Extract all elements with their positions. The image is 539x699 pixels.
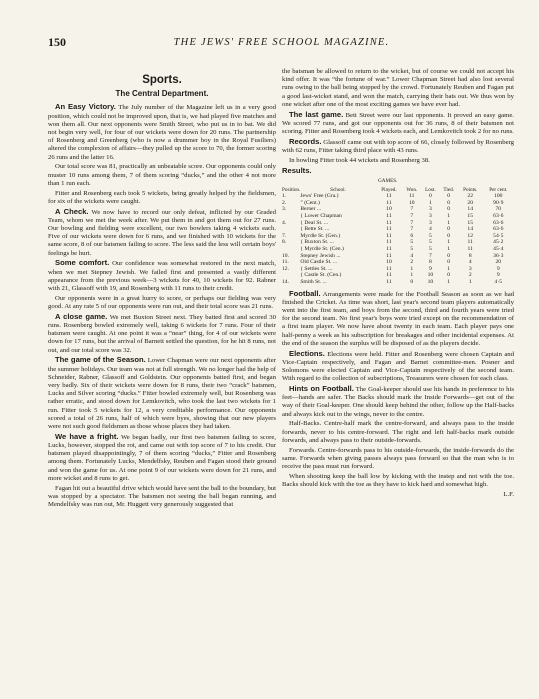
paragraph-text: Fitter and Rosenberg each took 5 wickets, being greatly helped by the fieldsmen, for six of the wickets were caught. — [48, 189, 276, 205]
paragraph-text: Half-Backs. Centre-half mark the centre-forward, and always pass to the inside forwards, never to his centre-forward. The right and left half-backs mark outside forwards, and always pass to their outside-forwards. — [282, 420, 514, 444]
table-cell: 63·6 — [493, 212, 504, 219]
table-cell: 8 — [468, 252, 472, 259]
table-cell — [282, 272, 300, 279]
table-cell: 10 — [386, 259, 392, 266]
table-cell: 63·6 — [493, 219, 504, 226]
table-cell: 20 — [467, 199, 473, 206]
table-cell: 14. — [282, 278, 289, 285]
table-cell: 3 — [468, 265, 472, 272]
table-cell — [282, 226, 300, 233]
table-cell: 0 — [447, 206, 451, 213]
table-cell: { Deal St. ... — [300, 219, 329, 226]
table-cell: 1 — [410, 272, 414, 279]
table-cell: 7 — [410, 206, 414, 213]
paragraph-text: Fagan hit out a beautiful drive which would have sent the ball to the boundary, but was stopped by a spectator. The batsmen not seeing the ball began running, and Mendelfsky was run out, Mr. Huggett very generously suggested that — [48, 484, 276, 509]
table-cell: 5 — [428, 245, 432, 252]
table-cell: { Settles St. ... — [300, 265, 333, 272]
paragraph — [48, 163, 276, 188]
table-cell: Myrdle St. (Gen.) — [300, 232, 341, 239]
table-cell: 0 — [410, 278, 414, 285]
table-cell: { Bette St. ... — [300, 226, 330, 233]
results-heading-para — [282, 167, 514, 176]
table-cell: 3. — [282, 206, 287, 213]
column-header: Position. — [282, 186, 301, 193]
paragraph — [282, 447, 514, 472]
table-row — [282, 272, 514, 279]
paragraph-text: Glassoff came out with top score of 66, closely followed by Rosenberg with 62 runs, Fitter taking third place with 43 runs. — [282, 138, 514, 155]
table-cell: 1 — [447, 212, 451, 219]
paragraph-text: Our confidence was somewhat restored in the next match, when we met Stepney Jewish. We failed first and presented a vastly different appearance from the previous week—3 wickets for 40, 10 wickets for 92. Rabner with 21, Glassoff with 19, and Rosenberg with 11 runs to their credit. — [48, 260, 276, 293]
table-row — [282, 233, 514, 240]
paragraph-lead: Hints on Football. — [289, 383, 354, 393]
table-cell: 0 — [447, 272, 451, 279]
column-header: Played. — [381, 186, 397, 193]
table-cell: 12. — [282, 265, 289, 272]
paragraph — [282, 385, 514, 419]
table-cell: 4 — [428, 226, 432, 233]
right-column — [282, 68, 514, 499]
paragraph-text: Elections were held. Fitter and Rosenberg were chosen Captain and Vice-Captain respectively, and Fagan and Barnet committee-men. Posner and Solomons were elected Captain and Vice-Captain respectively of the second team. With regard to the collection of subscriptions, Treasurers were chosen for each class. — [282, 350, 514, 383]
table-cell: 11 — [386, 239, 392, 246]
table-cell: 10 — [386, 206, 392, 213]
table-cell: 10 — [409, 199, 415, 206]
table-cell: { Lower Chapman — [300, 212, 342, 219]
department-title: The Central Department. — [115, 89, 209, 99]
table-cell: 20 — [495, 259, 502, 266]
table-cell: ” (Cent.) — [300, 199, 320, 206]
table-cell: 3 — [428, 206, 432, 213]
table-cell: 7 — [410, 226, 414, 233]
table-cell: 4 — [410, 252, 414, 259]
table-row — [282, 279, 514, 286]
table-cell: 9 — [496, 265, 500, 272]
results-body — [282, 193, 514, 285]
left-column — [48, 76, 276, 511]
paragraph — [282, 473, 514, 489]
table-cell: 1 — [447, 245, 451, 252]
table-cell: 1 — [447, 239, 451, 246]
table-cell: 15 — [467, 212, 473, 219]
paragraph-text: In bowling Fitter took 44 wickets and Rosenberg 38. — [289, 156, 430, 164]
paragraph — [48, 356, 276, 431]
table-row — [282, 206, 514, 213]
paragraph-text: We met Buxton Street next. They batted first and scored 30 runs. Rosenberg bowled extremely well, taking 6 wickets for 7 runs. Four of their batsmen were caught. At one point it was a “near” thing, for 4 of our wickets were down for 17 runs, but the arrival of Barnett settled the question, for he hit 8 runs, not out, and our total score was 32. — [48, 313, 276, 354]
table-cell: 3 — [428, 212, 432, 219]
paragraph-text: Our opponents were in a great hurry to score, or perhaps our fielding was very good. At any rate 5 of our opponents were run out, and their total score was 21 runs. — [48, 294, 276, 311]
right-bottom-paragraphs — [282, 290, 514, 490]
table-row — [282, 226, 514, 233]
paragraph — [282, 138, 514, 155]
paragraph-lead: Some comfort. — [55, 258, 110, 268]
paragraph-text: Arrangements were made for the Football Season as soon as we had finished the Cricket. As time was short, last year's second team players automatically went into the first team, and boys from the second, third and fourth years were tried for the second team. No first year's boys were tried except on the recommendation of a first team player. We now have about twenty in each team. Each player pays one half-penny a week as his subscription for breakages and other incidental expenses. At the end of the season the surplus will be disposed of as the players decide. — [282, 290, 514, 347]
paragraph-text: We now have to record our only defeat, inflicted by our Graded Team, whom we met the week after. We put them in and got them out for 27 runs. Our bowling and fielding were excellent, our two bowlers taking 4 wickets each. Five of our wickets were down for 6 runs, and we finished with 10 wickets for the same score, 8 of our batsmen failing to score. The less said the less will certain boys' feelings be hurt. — [48, 208, 276, 257]
table-cell: 5 — [410, 245, 414, 252]
table-cell: 11 — [467, 245, 473, 252]
table-cell: 1. — [282, 193, 287, 200]
sports-title: Sports. — [142, 74, 182, 86]
table-cell: Old Castle St. ... — [300, 259, 338, 266]
paragraph-text: Forwards. Centre-forwards pass to his outside-forwards, the inside-forwards do the same. Forwards when giving passes always pass forward so that the man who is to receive the pass must run forward. — [282, 446, 514, 470]
paragraph-text: The July number of the Magazine left us in a very good position, which could not be improved upon, that is, we had played five matches and won them all. Our next opponents were Smith Street, who put us in to bat. We did not begin very well, for four of our wickets were down for 20 runs. The partnership of Rosenberg and Greenberg (who is now a drummer boy in the Royal Fusiliers) altered the complexion of affairs—they pulled up the score to 70, the former scoring 26 runs and the latter 16. — [48, 104, 276, 161]
table-row — [282, 253, 514, 260]
table-cell: 11 — [386, 272, 392, 279]
page-header — [48, 34, 515, 50]
paragraph-lead: A Check. — [55, 206, 89, 216]
table-cell: 1 — [447, 278, 451, 285]
column-header: Tied. — [443, 186, 454, 193]
table-cell: 45·4 — [493, 245, 504, 252]
table-cell: 10 — [427, 278, 434, 285]
table-cell — [282, 246, 300, 253]
table-cell: 1 — [468, 278, 472, 285]
paragraph — [282, 420, 514, 445]
table-cell: 0 — [447, 252, 451, 259]
paragraph-text: the batsman be allowed to return to the wicket, but of course we could not accept his kind offer. It was “the fortune of war.” Lower Chapman Street had also lost several runs owing to the ball being stopped by the crowd. Fortunately Reuben and Fagan put a good last-wicket stand, and won the match, carrying their bats out. We thus won by one wicket after one of the most exciting games we have ever had. — [282, 68, 514, 108]
right-top-paragraphs — [282, 68, 514, 165]
paragraph-lead: Records. — [289, 136, 322, 146]
paragraph-lead: We have a fright. — [55, 431, 119, 441]
results-heading: Results. — [282, 165, 312, 175]
table-cell: Jews' Free (Gra.) — [300, 193, 339, 200]
table-cell: 63·6 — [493, 226, 504, 233]
column-header: School. — [330, 186, 346, 193]
table-cell: 7 — [428, 252, 432, 259]
paragraph — [48, 259, 276, 293]
table-row — [282, 259, 514, 266]
table-cell: 4·5 — [494, 278, 503, 285]
paragraph — [48, 433, 276, 483]
table-row — [282, 193, 514, 200]
table-cell: 4. — [282, 219, 287, 226]
paragraph — [48, 485, 276, 510]
paragraph-text: Lower Chapman were our next opponents after the summer holidays. Our team was not at full strength. We no longer had the help of Schneider, Rabner, Glassoff and Goldstein. Our opponents batted first, and began very badly. Six of their wickets were down for 8 runs, their two “crack” batsmen, Lucks and Silver scoring “ducks.” Fitter bowled extremely well, but Rosenberg was rather erratic, and stood down for Lemkovitch, who took the last two wickets for 1 run. Fitter took 5 wickets for 12, a very creditable performance. Our opponents scored a total of 26 runs, half of which were byes, showing that our new players were not such good fieldsmen as those whose places they had taken. — [48, 357, 276, 431]
table-cell: 9 — [496, 272, 500, 279]
paragraph-lead: Football. — [289, 288, 321, 298]
paragraph — [282, 68, 514, 109]
paragraph — [282, 290, 514, 348]
table-row — [282, 213, 514, 220]
table-cell: { Myrdle St. (Cen.) — [300, 245, 344, 252]
table-cell: 11 — [386, 219, 392, 226]
running-title: THE JEWS' FREE SCHOOL MAGAZINE. — [173, 36, 390, 48]
results-table — [282, 187, 514, 286]
column-header: Per cent. — [489, 186, 508, 193]
table-cell: 2. — [282, 199, 287, 206]
table-cell: 1 — [428, 199, 432, 206]
table-row — [282, 200, 514, 207]
table-cell: 11 — [409, 193, 415, 200]
paragraph-text: We began badly, our first two batsmen failing to score, Lucks, however, stopped the rot, and came out with top score of 7 to his credit. Our batsmen played disappointingly, 7 of them scoring “ducks,” Fitter and Rosenberg among them. Fortunately Lucks, Mendelfsky, Reuben and Fagan stood their ground and won the game for us. At one point 9 of our wickets were down for 21 runs, and more wicket and 8 runs to get. — [48, 433, 276, 482]
table-cell: 15 — [467, 219, 473, 226]
table-cell: 7 — [410, 212, 414, 219]
table-cell: 0 — [447, 232, 451, 239]
paragraph — [48, 190, 276, 206]
paragraph-lead: The game of the Season. — [55, 355, 146, 365]
column-header: Won. — [406, 186, 418, 193]
table-cell: 7 — [410, 219, 414, 226]
table-cell: 100 — [494, 193, 503, 200]
table-cell: Smith St. ... — [300, 278, 327, 285]
table-cell: 0 — [447, 259, 451, 266]
page-number: 150 — [48, 34, 66, 49]
table-cell: 12 — [467, 232, 473, 239]
table-cell: 0 — [447, 193, 451, 200]
table-cell: 70 — [495, 206, 502, 213]
table-cell: 11 — [386, 193, 392, 200]
games-label: GAMES. — [378, 178, 398, 185]
table-cell: { Buxton St. ... — [300, 239, 334, 246]
paragraph-text: When shooting keep the ball low by kicking with the instep and not with the toe. Backs should kick with the toe as they have to kick hard and somewhat high. — [282, 472, 514, 488]
table-cell: 1 — [447, 219, 451, 226]
paragraph — [282, 350, 514, 384]
table-cell: 11 — [386, 265, 392, 272]
table-cell: 8 — [428, 259, 432, 266]
table-cell — [282, 213, 300, 220]
table-cell: 11 — [386, 252, 392, 259]
table-cell: 4 — [468, 259, 472, 266]
signature: L.F. — [503, 490, 514, 498]
paragraph-lead: A close game. — [55, 311, 108, 321]
table-cell: 5 — [410, 239, 414, 246]
table-cell: 22 — [467, 193, 473, 200]
table-cell: 11 — [386, 245, 392, 252]
table-cell: 0 — [447, 199, 451, 206]
table-cell: 90·9 — [493, 199, 504, 206]
table-cell: Stepney Jewish ... — [300, 252, 341, 259]
table-cell: 11 — [386, 226, 392, 233]
paragraph-text: The Goal-keeper should use his hands in preference to his feet—hands are safer. The Backs should mark the Inside Forwards—get out of the way of their Goal-keeper. One should keep behind the other, follow up the Half-backs and always kick out to the wings, never to the centre. — [282, 385, 514, 418]
table-cell: 2 — [468, 272, 472, 279]
paragraph — [282, 111, 514, 137]
left-paragraphs — [48, 103, 276, 509]
paragraph-lead: Elections. — [289, 348, 325, 358]
table-cell: { Castle St. (Cen.) — [300, 272, 342, 279]
paragraph-text: Our total score was 81, practically an unbeatable score. Our opponents could only muster 10 runs among them, 7 of them scoring “ducks,” and the other 4 not more than 1 run each. — [48, 163, 276, 187]
paragraph — [48, 208, 276, 258]
table-cell: 11 — [386, 232, 392, 239]
table-cell: 11 — [386, 212, 392, 219]
table-row — [282, 220, 514, 227]
paragraph — [282, 157, 514, 165]
table-cell: 36·3 — [493, 252, 504, 259]
table-cell: 0 — [428, 193, 432, 200]
table-cell: 0 — [447, 226, 451, 233]
table-cell: 6 — [410, 232, 414, 239]
table-cell: 11. — [282, 259, 289, 266]
table-cell: 11 — [386, 278, 392, 285]
table-cell: 10 — [427, 272, 434, 279]
table-cell: 54·5 — [493, 232, 504, 239]
table-cell: 8. — [282, 239, 287, 246]
paragraph — [48, 295, 276, 311]
table-row — [282, 239, 514, 246]
table-cell: 11 — [386, 199, 392, 206]
table-cell: 1 — [410, 265, 414, 272]
table-cell: 11 — [467, 239, 473, 246]
table-cell: 14 — [467, 226, 473, 233]
paragraph — [48, 313, 276, 355]
table-cell: 14 — [467, 206, 473, 213]
column-header: Points. — [463, 186, 478, 193]
table-cell: 3 — [428, 219, 432, 226]
paragraph-text: Bett Street were our last opponents. It proved an easy game. We scored 77 runs, and got our opponents out for 36 runs, 8 of their batsmen not scoring. Fitter and Rosenberg took 4 wickets each, and Lemkovitch took 2 for no runs. — [282, 111, 514, 136]
table-cell: 10. — [282, 252, 289, 259]
table-cell: 9 — [428, 265, 432, 272]
table-cell: Berner ... — [300, 206, 322, 213]
column-header: Lost. — [425, 186, 436, 193]
paragraph-lead: An Easy Victory. — [55, 102, 116, 112]
table-row — [282, 246, 514, 253]
paragraph-lead: The last game. — [289, 109, 344, 119]
table-cell: 5 — [428, 239, 432, 246]
paragraph — [48, 103, 276, 161]
table-cell: 2 — [410, 259, 414, 266]
table-cell: 1 — [447, 265, 451, 272]
table-cell: 5 — [428, 232, 432, 239]
table-cell: 7. — [282, 232, 287, 239]
table-cell: 45·2 — [493, 239, 504, 246]
